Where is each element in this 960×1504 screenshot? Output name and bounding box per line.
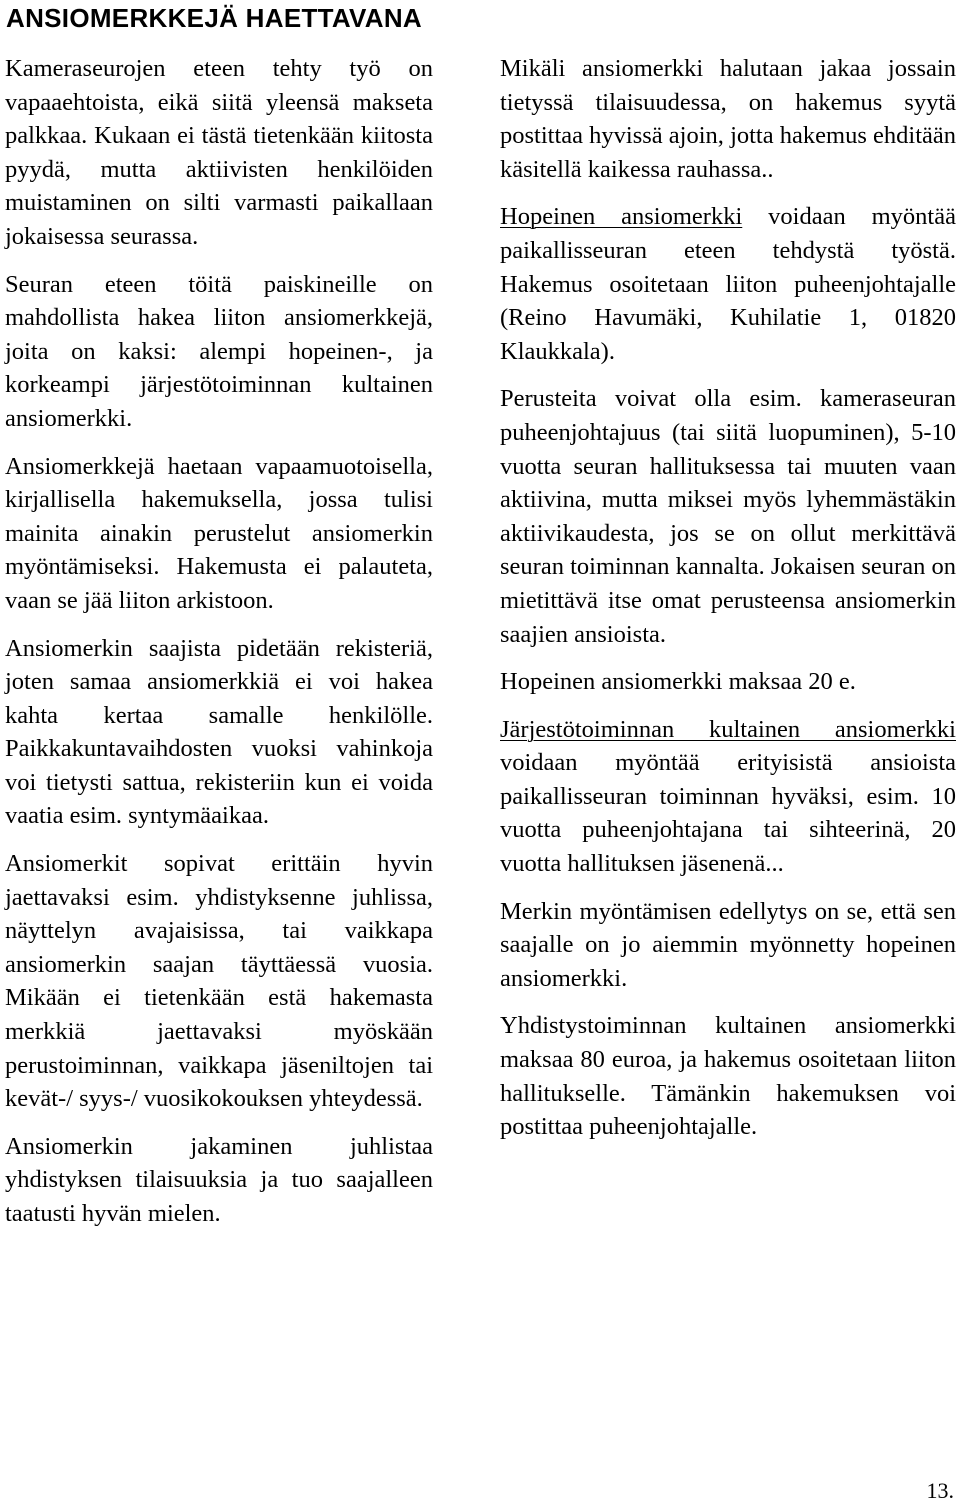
paragraph: Hopeinen ansiomerkki maksaa 20 e. — [500, 668, 856, 696]
left-column — [5, 52, 433, 1245]
paragraph: Ansiomerkin jakaminen juhlistaa yhdistyksen tilaisuuksia ja tuo saajalleen taatusti hyvän mielen. — [5, 1132, 433, 1227]
paragraph: Ansiomerkin saajista pidetään rekisteriä, joten samaa ansiomerkkiä ei voi hakea kahta kertaa samalle henkilölle. Paikkakuntavaihdosten vuoksi vahinkoja voi tietysti sattua, rekisteriin kun ei voida vaatia esim. syntymäaikaa. — [5, 634, 433, 830]
paragraph-text: voidaan myöntää erityisistä ansioista paikallisseuran toiminnan hyväksi, esim. 10 vuotta puheenjohtajana tai sihteerinä, 20 vuotta hallituksen jäsenenä... — [500, 749, 956, 878]
paragraph: Ansiomerkit sopivat erittäin hyvin jaettavaksi esim. yhdistyksenne juhlissa, näyttelyn avajaisissa, tai vaikkapa ansiomerkin saajan täyttäessä vuosia. Mikään ei tietenkään estä hakemasta merkkiä jaettavaksi myöskään perustoiminnan, vaikkapa jäseniltojen tai kevät-/ syys-/ vuosikokouksen yhteydessä. — [5, 850, 433, 1113]
paragraph: Perusteita voivat olla esim. kameraseuran puheenjohtajuus (tai siitä luopuminen), 5-10 vuotta seuran hallituksessa tai muuten vaan aktiivina, mutta miksei myös lyhemmästäkin aktiivikaudesta, jos se on ollut merkittävä seuran toiminnan kannalta. Jokaisen seuran on mietittävä itse omat perusteensa ansiomerkin saajien ansioista. — [500, 385, 956, 648]
right-column — [500, 52, 956, 1158]
paragraph — [500, 713, 956, 881]
paragraph: Ansiomerkkejä haetaan vapaamuotoisella, kirjallisella hakemuksella, jossa tulisi mainita ainakin perustelut ansiomerkin myöntämiseksi. Hakemusta ei palauteta, vaan se jää liiton arkistoon. — [5, 452, 433, 614]
page-title: ANSIOMERKKEJÄ HAETTAVANA — [6, 3, 422, 33]
paragraph: Yhdistystoiminnan kultainen ansiomerkki maksaa 80 euroa, ja hakemus osoitetaan liiton hallitukselle. Tämänkin hakemuksen voi postittaa puheenjohtajalle. — [500, 1012, 956, 1141]
paragraph: Seuran eteen töitä paiskineille on mahdollista hakea liiton ansiomerkkejä, joita on kaksi: alempi hopeinen-, ja korkeampi järjestötoiminnan kultainen ansiomerkki. — [5, 270, 433, 432]
paragraph — [500, 200, 956, 368]
underlined-heading-gold-badge: Järjestötoiminnan kultainen ansiomerkki — [500, 715, 956, 743]
paragraph: Mikäli ansiomerkki halutaan jakaa jossain tietyssä tilaisuudessa, on hakemus syytä postittaa hyvissä ajoin, jotta hakemus ehditään käsitellä kaikessa rauhassa.. — [500, 55, 956, 183]
page-number: 13. — [926, 1478, 954, 1503]
paragraph: Merkin myöntämisen edellytys on se, että sen saajalle on jo aiemmin myönnetty hopeinen ansiomerkki. — [500, 897, 956, 992]
paragraph: Kameraseurojen eteen tehty työ on vapaaehtoista, eikä siitä yleensä makseta palkkaa. Kukaan ei tästä tietenkään kiitosta pyydä, mutta aktiivisten henkilöiden muistaminen on silti varmasti paikallaan jokaisessa seurassa. — [5, 55, 433, 250]
paragraph-text: voidaan myöntää paikallisseuran eteen tehdystä työstä. Hakemus osoitetaan liiton puheenjohtajalle (Reino Havumäki, Kuhilatie 1, 01820 Klaukkala). — [500, 203, 956, 365]
underlined-heading-silver-badge: Hopeinen ansiomerkki — [500, 203, 743, 231]
